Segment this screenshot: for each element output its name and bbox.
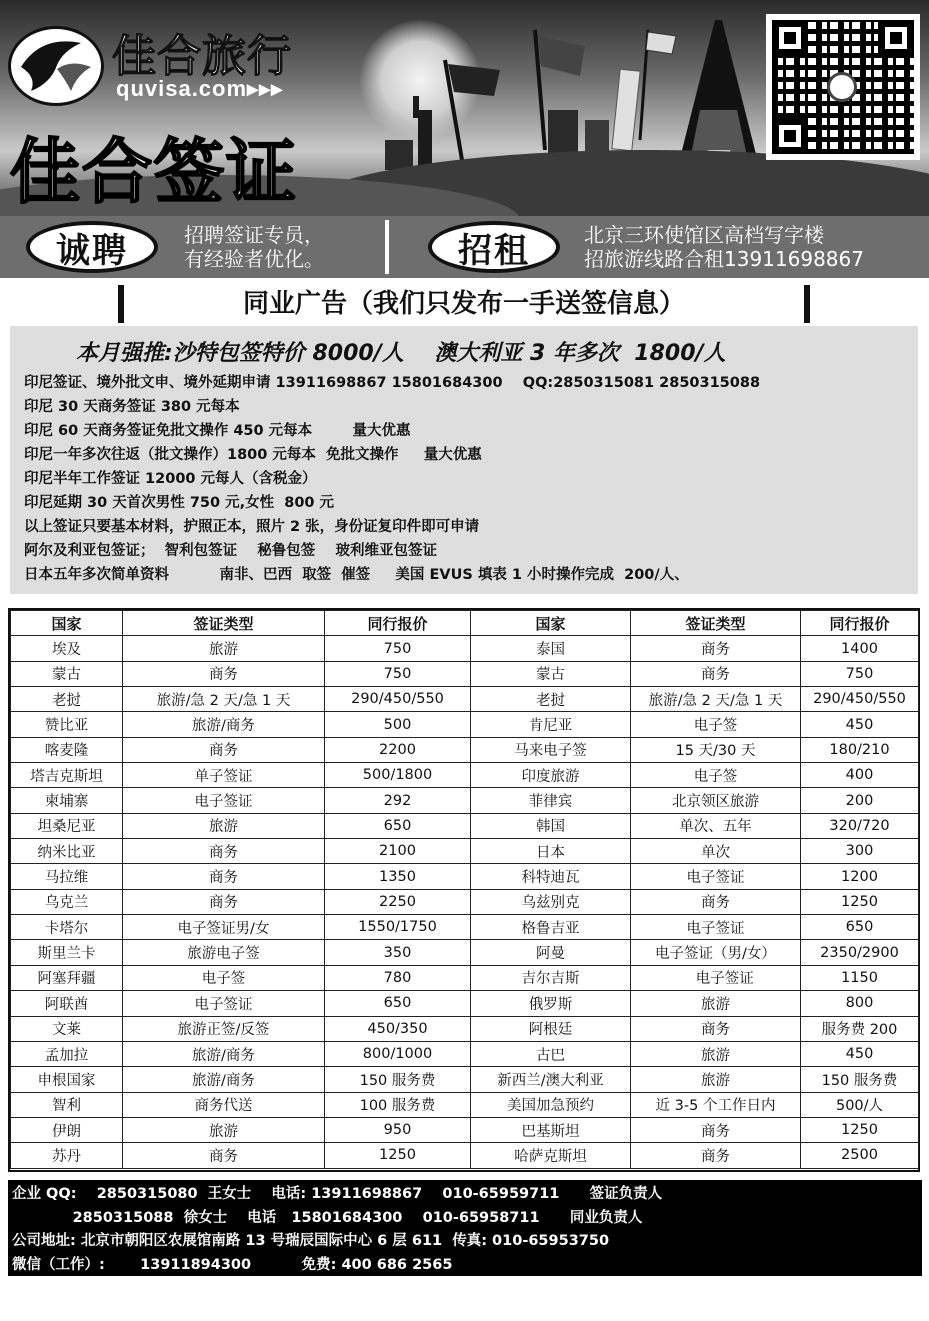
- visa-type-cell: 单子签证: [123, 763, 325, 788]
- rent-text: [584, 223, 864, 271]
- visa-type-cell: 商务: [123, 661, 325, 686]
- country-cell: 肯尼亚: [471, 712, 631, 737]
- table-row: [11, 788, 919, 813]
- country-cell: 巴基斯坦: [471, 1117, 631, 1142]
- country-cell: 阿联酋: [11, 991, 123, 1016]
- country-cell: 新西兰/澳大利亚: [471, 1067, 631, 1092]
- price-cell: 780: [325, 965, 471, 990]
- visa-type-cell: 旅游/商务: [123, 712, 325, 737]
- table-row: [11, 687, 919, 712]
- address-line: 公司地址: 北京市朝阳区农展馆南路 13 号瑞辰国际中心 6 层 611 传真: 010-65953750: [12, 1233, 610, 1249]
- column-header-price: 同行报价: [801, 611, 919, 636]
- visa-type-cell: 电子签证: [123, 788, 325, 813]
- rent-line-1: 北京三环使馆区高档写字楼: [584, 223, 824, 247]
- price-cell: 1400: [801, 636, 919, 661]
- brand-emblem-icon: [8, 26, 104, 106]
- price-cell: 300: [801, 839, 919, 864]
- price-cell: 1350: [325, 864, 471, 889]
- country-cell: 伊朗: [11, 1117, 123, 1142]
- country-cell: 坦桑尼亚: [11, 813, 123, 838]
- visa-type-cell: 旅游: [631, 1041, 801, 1066]
- visa-type-cell: 商务: [631, 636, 801, 661]
- country-cell: 菲律宾: [471, 788, 631, 813]
- price-cell: 800: [801, 991, 919, 1016]
- country-cell: 老挝: [471, 687, 631, 712]
- table-row: [11, 712, 919, 737]
- visa-type-cell: 旅游电子签: [123, 940, 325, 965]
- price-cell: 650: [325, 813, 471, 838]
- visa-type-cell: 旅游: [631, 991, 801, 1016]
- promo-line: 阿尔及利亚包签证； 智利包签证 秘鲁包签 玻利维亚包签证: [24, 543, 437, 559]
- country-cell: 格鲁吉亚: [471, 915, 631, 940]
- visa-type-cell: 旅游/急 2 天/急 1 天: [123, 687, 325, 712]
- table-row: [11, 1067, 919, 1092]
- page-title: 佳合签证: [10, 131, 298, 213]
- visa-type-cell: 电子签证: [631, 864, 801, 889]
- column-header-price: 同行报价: [325, 611, 471, 636]
- price-cell: 320/720: [801, 813, 919, 838]
- country-cell: 印度旅游: [471, 763, 631, 788]
- table-row: [11, 737, 919, 762]
- table-row: [11, 991, 919, 1016]
- price-cell: 500: [325, 712, 471, 737]
- visa-type-cell: 旅游: [631, 1067, 801, 1092]
- price-cell: 750: [325, 636, 471, 661]
- promo-line: 日本五年多次简单资料 南非、巴西 取签 催签 美国 EVUS 填表 1 小时操作完成 200/人、: [24, 567, 689, 583]
- price-cell: 180/210: [801, 737, 919, 762]
- header-banner: [0, 0, 929, 216]
- visa-type-cell: 旅游/急 2 天/急 1 天: [631, 687, 801, 712]
- price-cell: 292: [325, 788, 471, 813]
- visa-type-cell: 商务代送: [123, 1092, 325, 1117]
- visa-type-cell: 电子签证: [123, 991, 325, 1016]
- visa-type-cell: 商务: [631, 889, 801, 914]
- table-row: [11, 1041, 919, 1066]
- price-cell: 2500: [801, 1143, 919, 1168]
- price-cell: 400: [801, 763, 919, 788]
- price-cell: 950: [325, 1117, 471, 1142]
- recruit-rent-strip: [0, 216, 929, 278]
- country-cell: 吉尔吉斯: [471, 965, 631, 990]
- price-cell: 800/1000: [325, 1041, 471, 1066]
- country-cell: 阿曼: [471, 940, 631, 965]
- price-cell: 650: [801, 915, 919, 940]
- visa-type-cell: 商务: [631, 1016, 801, 1041]
- promo-line: 印尼 60 天商务签证免批文操作 450 元每本 量大优惠: [24, 423, 411, 439]
- country-cell: 卡塔尔: [11, 915, 123, 940]
- price-cell: 1150: [801, 965, 919, 990]
- contact-line: 2850315088 徐女士 电话 15801684300 010-65958711 同业负责人: [12, 1209, 643, 1226]
- brand-website: quvisa.com▸▸▸: [116, 76, 284, 101]
- visa-type-cell: 旅游/商务: [123, 1041, 325, 1066]
- country-cell: 阿塞拜疆: [11, 965, 123, 990]
- promo-line: 印尼 30 天商务签证 380 元每本: [24, 399, 240, 415]
- table-row: [11, 813, 919, 838]
- country-cell: 智利: [11, 1092, 123, 1117]
- country-cell: 纳米比亚: [11, 839, 123, 864]
- promo-line: 印尼一年多次往返（批文操作）1800 元每本 免批文操作 量大优惠: [24, 447, 482, 463]
- table-row: [11, 763, 919, 788]
- visa-type-cell: 15 天/30 天: [631, 737, 801, 762]
- brand-name: 佳合旅行: [112, 31, 292, 82]
- visa-type-cell: 商务: [123, 889, 325, 914]
- price-cell: 450: [801, 712, 919, 737]
- price-cell: 450/350: [325, 1016, 471, 1041]
- visa-type-cell: 旅游: [123, 813, 325, 838]
- table-row: [11, 839, 919, 864]
- country-cell: 申根国家: [11, 1067, 123, 1092]
- visa-type-cell: 电子签: [631, 712, 801, 737]
- country-cell: 韩国: [471, 813, 631, 838]
- recruit-badge: 诚聘: [26, 221, 158, 273]
- visa-type-cell: 旅游: [123, 636, 325, 661]
- contact-footer: [8, 1180, 922, 1276]
- promo-list: [24, 371, 760, 587]
- promo-box: [10, 326, 918, 594]
- price-cell: 1550/1750: [325, 915, 471, 940]
- table-row: [11, 915, 919, 940]
- table-row: [11, 1143, 919, 1168]
- brand-logo: [8, 20, 318, 110]
- promo-headline: 本月强推:沙特包签特价 8000/人 澳大利亚 3 年多次 1800/人: [76, 341, 726, 366]
- country-cell: 哈萨克斯坦: [471, 1143, 631, 1168]
- price-cell: 200: [801, 788, 919, 813]
- visa-type-cell: 北京领区旅游: [631, 788, 801, 813]
- price-cell: 500/1800: [325, 763, 471, 788]
- country-cell: 埃及: [11, 636, 123, 661]
- promo-line: 印尼延期 30 天首次男性 750 元,女性 800 元: [24, 495, 335, 511]
- price-cell: 500/人: [801, 1092, 919, 1117]
- column-header-country: 国家: [11, 611, 123, 636]
- price-cell: 1200: [801, 864, 919, 889]
- visa-type-cell: 商务: [123, 737, 325, 762]
- price-cell: 750: [801, 661, 919, 686]
- table-row: [11, 636, 919, 661]
- price-cell: 2250: [325, 889, 471, 914]
- price-cell: 2350/2900: [801, 940, 919, 965]
- country-cell: 古巴: [471, 1041, 631, 1066]
- country-cell: 文莱: [11, 1016, 123, 1041]
- recruit-line-1: 招聘签证专员，: [184, 223, 324, 247]
- price-cell: 650: [325, 991, 471, 1016]
- visa-type-cell: 电子签: [631, 763, 801, 788]
- price-cell: 2100: [325, 839, 471, 864]
- column-header-country: 国家: [471, 611, 631, 636]
- table-row: [11, 864, 919, 889]
- country-cell: 喀麦隆: [11, 737, 123, 762]
- price-cell: 100 服务费: [325, 1092, 471, 1117]
- wechat-line: 微信（工作）: 13911894300 免费: 400 686 2565: [12, 1256, 453, 1273]
- price-cell: 1250: [325, 1143, 471, 1168]
- country-cell: 蒙古: [11, 661, 123, 686]
- price-cell: 2200: [325, 737, 471, 762]
- rent-badge: 招租: [428, 221, 560, 273]
- visa-type-cell: 电子签证（男/女）: [631, 940, 801, 965]
- country-cell: 日本: [471, 839, 631, 864]
- visa-type-cell: 商务: [631, 661, 801, 686]
- recruit-line-2: 有经验者优化。: [184, 247, 324, 271]
- table-row: [11, 1092, 919, 1117]
- visa-type-cell: 旅游正签/反签: [123, 1016, 325, 1041]
- column-header-visa-type: 签证类型: [631, 611, 801, 636]
- visa-type-cell: 电子签证: [631, 965, 801, 990]
- visa-type-cell: 商务: [123, 1143, 325, 1168]
- country-cell: 塔吉克斯坦: [11, 763, 123, 788]
- visa-type-cell: 商务: [631, 1143, 801, 1168]
- section-heading: 同业广告（我们只发布一手送签信息）: [118, 285, 810, 323]
- price-cell: 290/450/550: [325, 687, 471, 712]
- strip-divider: [385, 220, 389, 274]
- country-cell: 赞比亚: [11, 712, 123, 737]
- price-cell: 服务费 200: [801, 1016, 919, 1041]
- table-row: [11, 661, 919, 686]
- table-row: [11, 1117, 919, 1142]
- country-cell: 老挝: [11, 687, 123, 712]
- qr-center-logo-icon: [827, 72, 857, 102]
- country-cell: 泰国: [471, 636, 631, 661]
- visa-type-cell: 商务: [123, 839, 325, 864]
- visa-type-cell: 电子签证男/女: [123, 915, 325, 940]
- visa-type-cell: 单次: [631, 839, 801, 864]
- price-cell: 450: [801, 1041, 919, 1066]
- visa-type-cell: 商务: [631, 1117, 801, 1142]
- table-row: [11, 965, 919, 990]
- country-cell: 阿根廷: [471, 1016, 631, 1041]
- table-row: [11, 889, 919, 914]
- visa-type-cell: 电子签证: [631, 915, 801, 940]
- visa-type-cell: 商务: [123, 864, 325, 889]
- promo-line: 以上签证只要基本材料，护照正本，照片 2 张，身份证复印件即可申请: [24, 519, 480, 535]
- country-cell: 美国加急预约: [471, 1092, 631, 1117]
- visa-type-cell: 近 3-5 个工作日内: [631, 1092, 801, 1117]
- visa-type-cell: 单次、五年: [631, 813, 801, 838]
- contact-line: 企业 QQ: 2850315080 王女士 电话: 13911698867 010-65959711 签证负责人: [12, 1186, 663, 1202]
- price-cell: 1250: [801, 1117, 919, 1142]
- table-body: [11, 636, 919, 1168]
- visa-type-cell: 电子签: [123, 965, 325, 990]
- country-cell: 乌兹别克: [471, 889, 631, 914]
- column-header-visa-type: 签证类型: [123, 611, 325, 636]
- country-cell: 马来电子签: [471, 737, 631, 762]
- recruit-text: [184, 223, 324, 271]
- country-cell: 孟加拉: [11, 1041, 123, 1066]
- price-cell: 150 服务费: [325, 1067, 471, 1092]
- country-cell: 苏丹: [11, 1143, 123, 1168]
- visa-price-table: [10, 610, 919, 1169]
- country-cell: 柬埔寨: [11, 788, 123, 813]
- price-cell: 290/450/550: [801, 687, 919, 712]
- price-cell: 1250: [801, 889, 919, 914]
- price-cell: 150 服务费: [801, 1067, 919, 1092]
- visa-type-cell: 旅游: [123, 1117, 325, 1142]
- table-row: [11, 1016, 919, 1041]
- promo-line: 印尼签证、境外批文申、境外延期申请 13911698867 15801684300 QQ:2850315081 2850315088: [24, 375, 761, 391]
- promo-line: 印尼半年工作签证 12000 元每人（含税金）: [24, 471, 317, 487]
- country-cell: 马拉维: [11, 864, 123, 889]
- price-cell: 750: [325, 661, 471, 686]
- country-cell: 乌克兰: [11, 889, 123, 914]
- visa-type-cell: 旅游/商务: [123, 1067, 325, 1092]
- rent-line-2: 招旅游线路合租13911698867: [584, 247, 864, 271]
- table-row: [11, 940, 919, 965]
- country-cell: 蒙古: [471, 661, 631, 686]
- country-cell: 俄罗斯: [471, 991, 631, 1016]
- price-cell: 350: [325, 940, 471, 965]
- table-header-row: [11, 611, 919, 636]
- country-cell: 斯里兰卡: [11, 940, 123, 965]
- qr-code-icon: [766, 14, 920, 160]
- country-cell: 科特迪瓦: [471, 864, 631, 889]
